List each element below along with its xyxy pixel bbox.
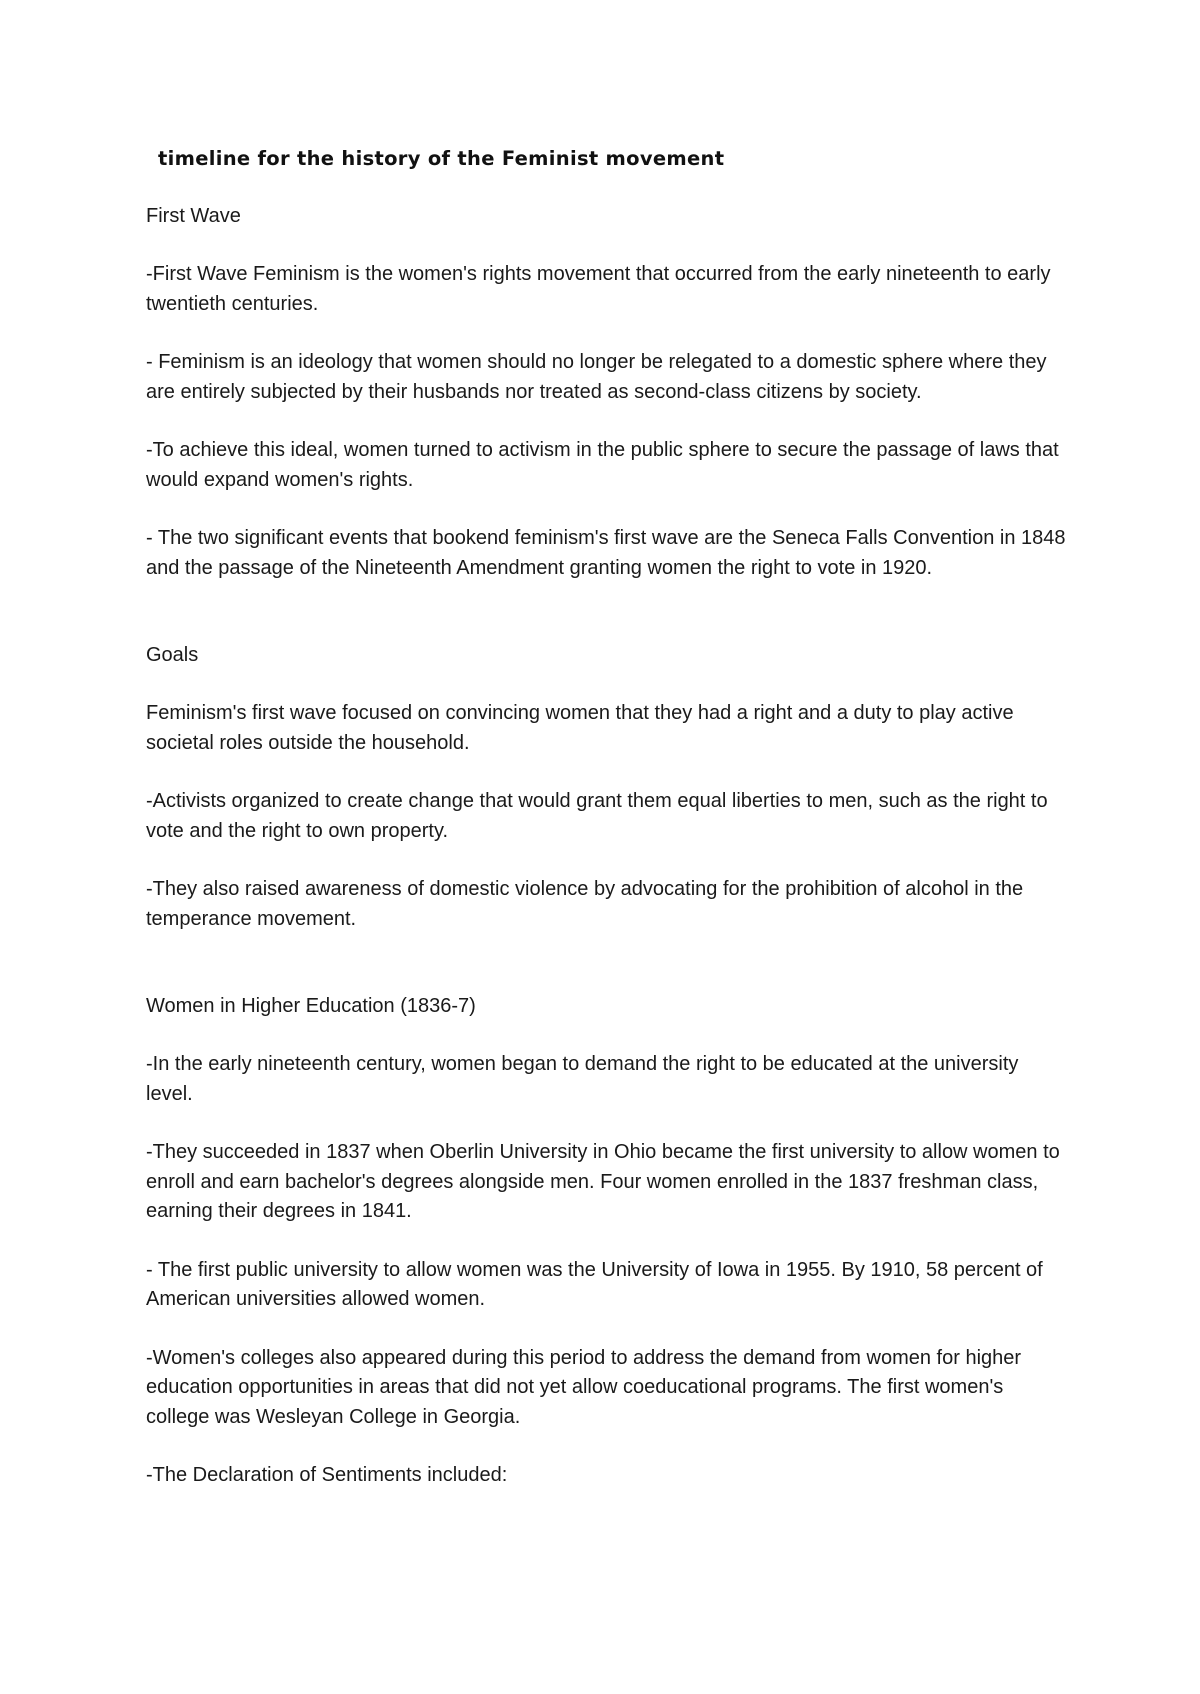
section-heading: Women in Higher Education (1836-7) — [146, 995, 476, 1017]
paragraph: - The first public university to allow women was the University of Iowa in 1955. By 1910, 58 percent of American universities allowed women. — [146, 1258, 1043, 1310]
section-first-wave — [146, 202, 1066, 583]
paragraph: - The two significant events that bookend feminism's first wave are the Seneca Falls Convention in 1848 and the passage of the Nineteenth Amendment granting women the right to vote in 1920. — [146, 527, 1066, 579]
paragraph: -Women's colleges also appeared during this period to address the demand from women for higher education opportunities in areas that did not yet allow coeducational programs. The first women's college was Wesleyan College in Georgia. — [146, 1346, 1022, 1428]
section-goals — [146, 641, 1066, 934]
spacer — [146, 173, 1066, 202]
document-page — [146, 144, 1066, 1491]
paragraph: -The Declaration of Sentiments included: — [146, 1464, 508, 1486]
paragraph: Feminism's first wave focused on convincing women that they had a right and a duty to play active societal roles outside the household. — [146, 702, 1014, 754]
paragraph: -Activists organized to create change that would grant them equal liberties to men, such as the right to vote and the right to own property. — [146, 790, 1048, 842]
paragraph: -First Wave Feminism is the women's rights movement that occurred from the early nineteenth to early twentieth centuries. — [146, 263, 1051, 315]
paragraph: - Feminism is an ideology that women should no longer be relegated to a domestic sphere where they are entirely subjected by their husbands nor treated as second-class citizens by society. — [146, 351, 1047, 403]
section-higher-education — [146, 992, 1066, 1491]
section-heading: First Wave — [146, 205, 241, 227]
paragraph: -In the early nineteenth century, women began to demand the right to be educated at the university level. — [146, 1053, 1019, 1105]
paragraph: -To achieve this ideal, women turned to activism in the public sphere to secure the passage of laws that would expand women's rights. — [146, 439, 1059, 491]
section-heading: Goals — [146, 644, 199, 666]
paragraph: -They succeeded in 1837 when Oberlin University in Ohio became the first university to allow women to enroll and earn bachelor's degrees alongside men. Four women enrolled in the 1837 freshman class, earning their degrees in 1841. — [146, 1141, 1060, 1222]
document-title: timeline for the history of the Feminist movement — [158, 147, 725, 170]
paragraph: -They also raised awareness of domestic violence by advocating for the prohibition of alcohol in the temperance movement. — [146, 878, 1024, 930]
